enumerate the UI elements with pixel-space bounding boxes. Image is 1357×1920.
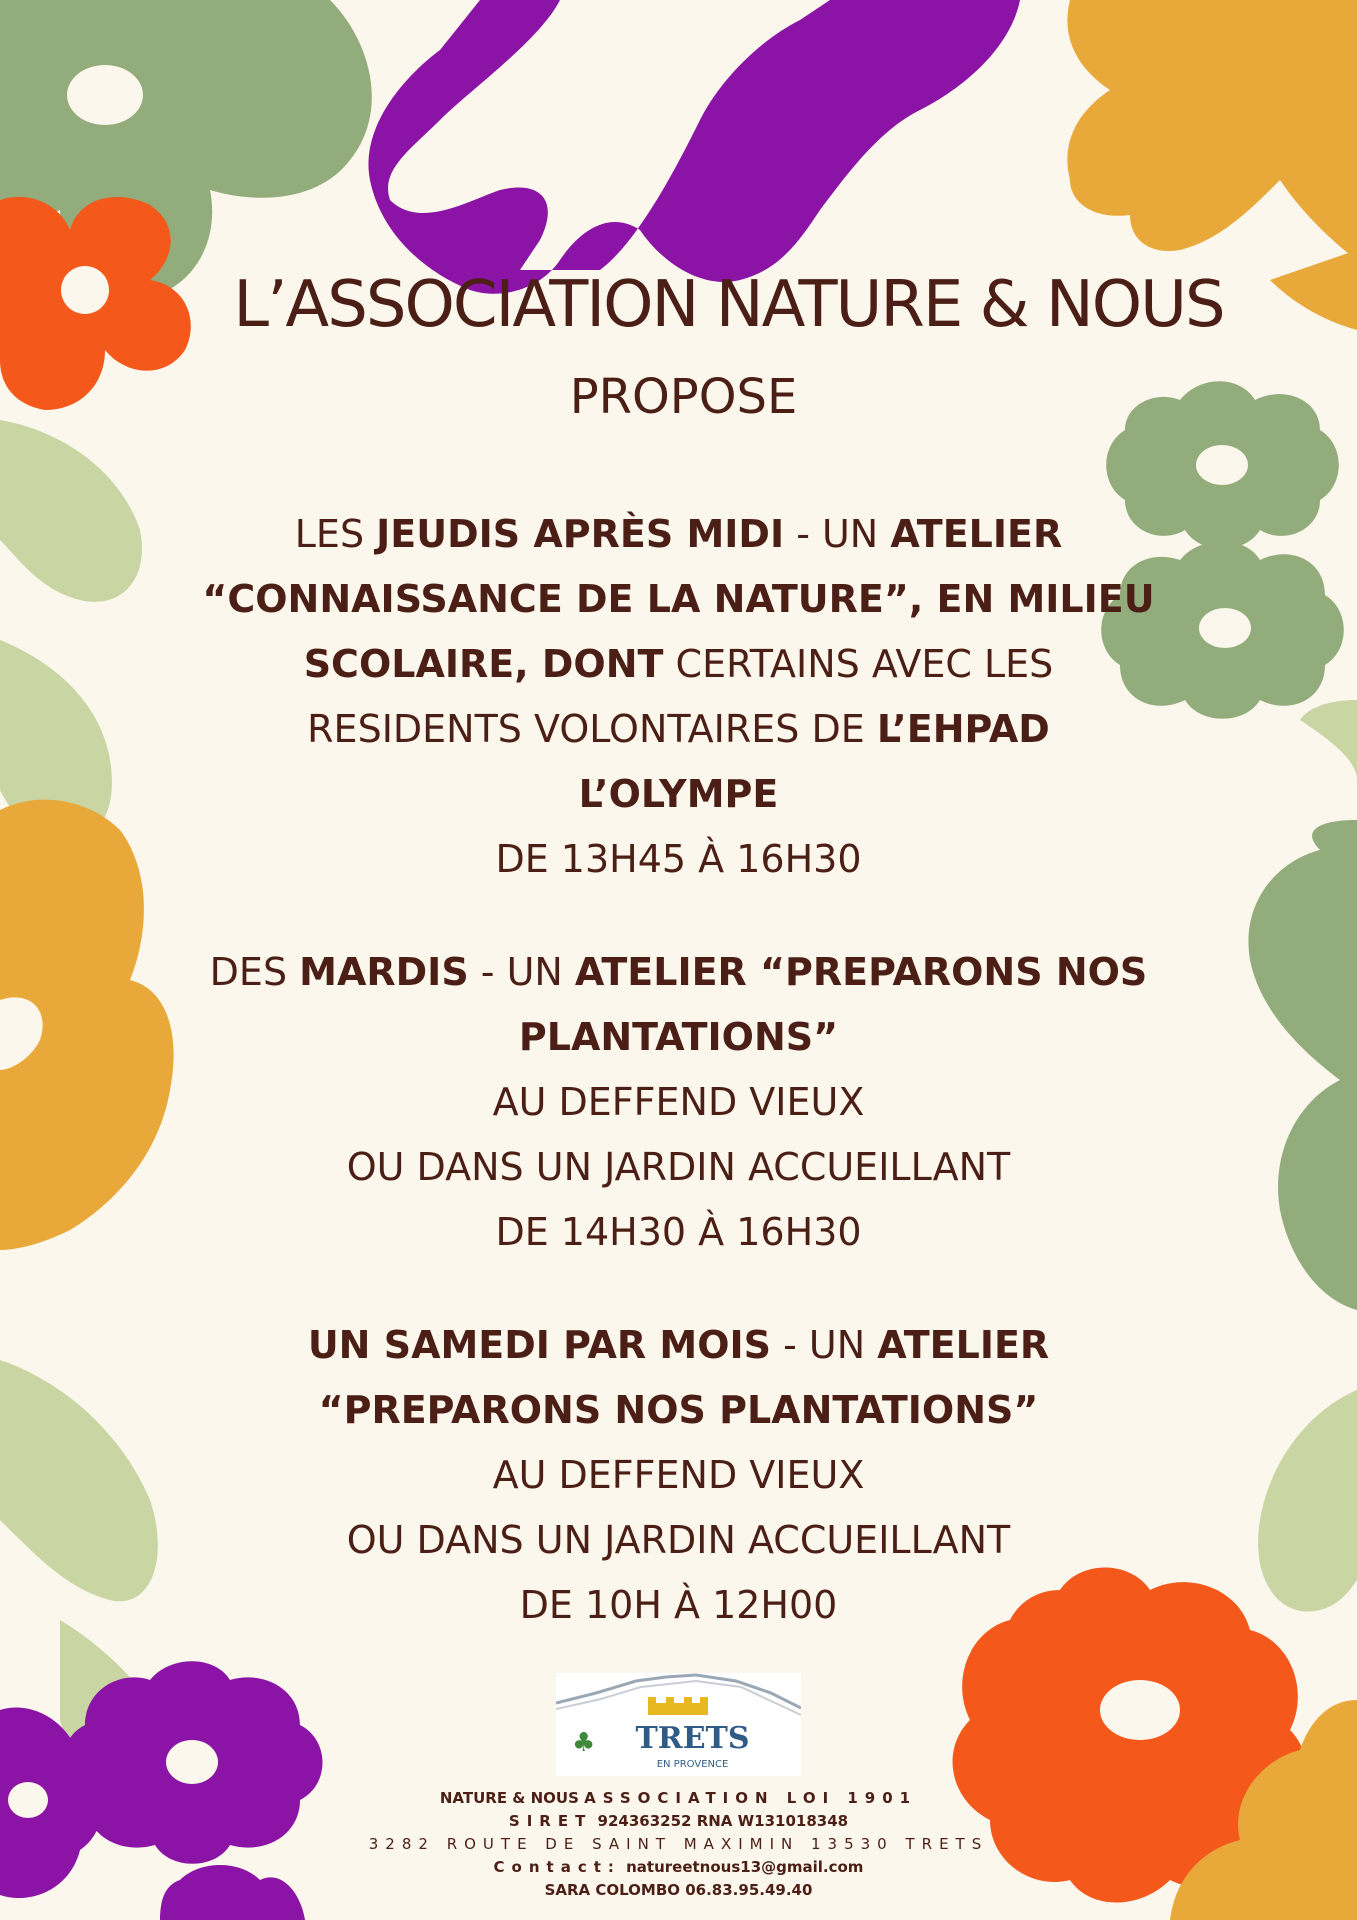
- clover-icon: ♣: [572, 1728, 596, 1758]
- logo-subtitle: EN PROVENCE: [656, 1759, 729, 1770]
- footer-association: NATURE & NOUS ASSOCIATION LOI 1901: [439, 1789, 918, 1807]
- block3-schedule: DE 10H À 12H00: [519, 1583, 838, 1627]
- block3-line3: AU DEFFEND VIEUX: [492, 1453, 865, 1497]
- block3-line2: “PREPARONS NOS PLANTATIONS”: [318, 1388, 1039, 1432]
- block1-line2: “CONNAISSANCE DE LA NATURE”, EN MILIEU: [202, 577, 1155, 621]
- poster-title: L’ASSOCIATION NATURE & NOUS: [233, 268, 1224, 342]
- block2-line2: PLANTATIONS”: [518, 1015, 839, 1059]
- footer-contact: Contact: natureetnous13@gmail.com: [493, 1858, 864, 1876]
- saturday-workshop-block: [150, 1313, 1207, 1638]
- footer-siret: SIRET 924363252 RNA W131018348: [508, 1812, 849, 1830]
- block3-line1: UN SAMEDI PAR MOIS - UN ATELIER: [307, 1323, 1050, 1367]
- footer-address: 3282 ROUTE DE SAINT MAXIMIN 13530 TRETS: [368, 1835, 989, 1853]
- block1-line4: RESIDENTS VOLONTAIRES DE L’EHPAD: [307, 707, 1050, 751]
- block3-line4: OU DANS UN JARDIN ACCUEILLANT: [346, 1518, 1011, 1562]
- block2-line3: AU DEFFEND VIEUX: [492, 1080, 865, 1124]
- poster-subtitle: PROPOSE: [569, 369, 798, 425]
- block1-line3: SCOLAIRE, DONT CERTAINS AVEC LES: [303, 642, 1054, 686]
- block2-schedule: DE 14H30 À 16H30: [495, 1210, 862, 1254]
- block1-schedule: DE 13H45 À 16H30: [495, 837, 862, 881]
- footer-info: [0, 1787, 1357, 1902]
- block2-line1: DES MARDIS - UN ATELIER “PREPARONS NOS: [209, 950, 1148, 994]
- logo-town-name: TRETS: [635, 1721, 750, 1756]
- block2-line4: OU DANS UN JARDIN ACCUEILLANT: [346, 1145, 1011, 1189]
- trets-logo: [556, 1673, 801, 1776]
- block1-line1: LES JEUDIS APRÈS MIDI - UN ATELIER: [294, 512, 1063, 556]
- block1-line5: L’OLYMPE: [578, 772, 779, 816]
- tuesday-workshop-block: [150, 940, 1207, 1265]
- footer-phone: SARA COLOMBO 06.83.95.49.40: [544, 1881, 813, 1899]
- thursday-workshop-block: [150, 502, 1207, 892]
